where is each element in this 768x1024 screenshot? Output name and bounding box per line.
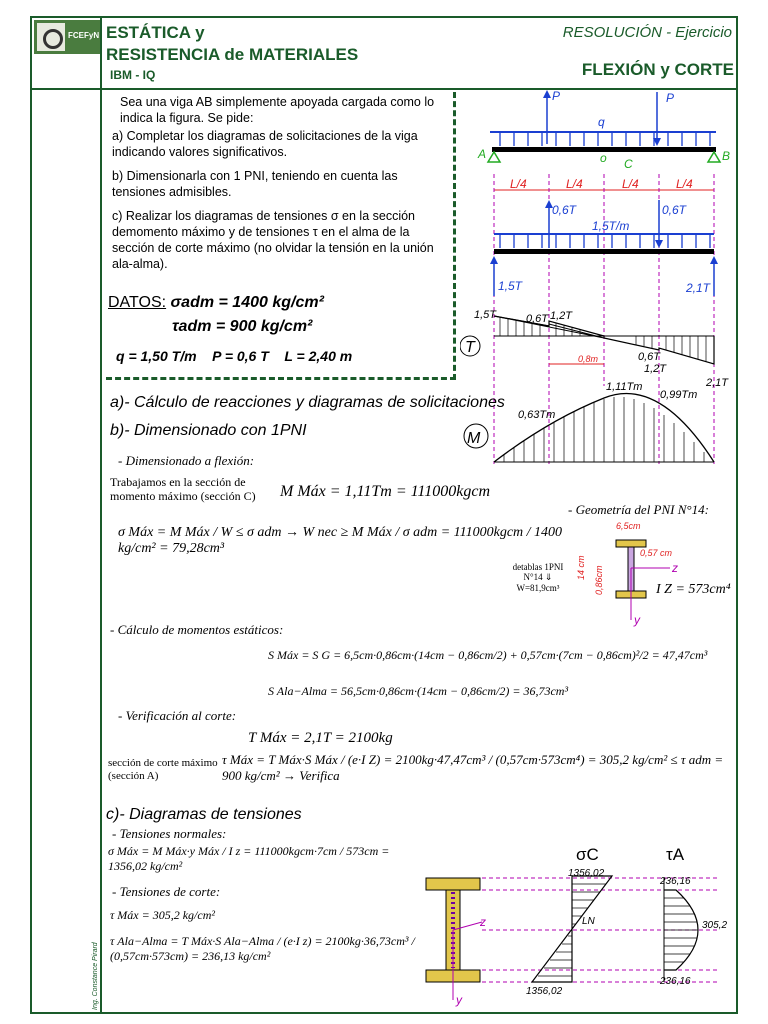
beam-top — [477, 89, 730, 171]
tau-diagram-title: τA — [666, 845, 685, 864]
geom-flange-thickness: 0,86cm — [594, 565, 604, 595]
shear-label-4: 0,8m — [578, 354, 599, 364]
section-b-title: b)- Dimensionado con 1PNI — [110, 422, 307, 439]
tau-max-value: τ Máx = 305,2 kg/cm² — [110, 908, 215, 922]
geom-flange-width: 6,5cm — [616, 521, 641, 531]
quarter-4: L/4 — [676, 177, 693, 191]
sigma-diagram-title: σC — [576, 845, 599, 864]
reaction-a-value: 1,5T — [498, 279, 523, 293]
shear-label-1: 1,5T — [474, 309, 497, 321]
shear-label-2: 0,6T — [526, 313, 549, 325]
t-max-equation: T Máx = 2,1T = 2100kg — [248, 730, 393, 746]
support-b-label: B — [722, 149, 731, 163]
load-q-label: q — [598, 115, 605, 129]
shear-label-3: 1,2T — [550, 310, 573, 322]
statement-item-a: a) Completar los diagramas de solicitaciones de la viga indicando valores significativos. — [112, 129, 418, 159]
pni-table-note: detablas 1PNI N°14 ⇓ W=81,9cm³ — [512, 562, 564, 593]
sigma-max-equation: σ Máx = M Máx·y Máx / I z = 111000kgcm·7cm / 573cm = 1356,02 kg/cm² — [108, 844, 390, 873]
tau-mid-value: 305,2 — [702, 920, 728, 931]
s-max-equation: S Máx = S G = 6,5cm·0,86cm·(14cm − 0,86cm/2) + 0,57cm·(7cm − 0,86cm)²/2 = 47,47cm³ — [268, 648, 708, 662]
load-q-value: 1,5T/m — [592, 219, 630, 233]
moment-label-2: 1,11Tm — [606, 381, 643, 393]
pni-geometry — [570, 520, 736, 628]
point-c-label: C — [624, 157, 633, 171]
point-o-label: o — [600, 151, 607, 165]
flexion-text: Trabajamos en la sección de momento máximo (sección C) — [110, 475, 256, 504]
course-title-line2: RESISTENCIA de MATERIALES — [106, 45, 359, 64]
normal-stresses-title: - Tensiones normales: — [112, 826, 227, 841]
moment-label-1: 0,63Tm — [518, 409, 556, 421]
author-credit: Ing. Constance Pirard — [92, 942, 99, 1010]
m-max-equation: M Máx = 1,11Tm = 111000kgcm — [280, 483, 490, 500]
w-nec-equation: σ Máx = M Máx / W ≤ σ adm → W nec ≥ M Máx / σ adm = 111000kgcm / 1400 kg/cm² = 79,28cm³ — [118, 525, 563, 556]
statement-item-c: c) Realizar los diagramas de tensiones σ en la sección demomento máximo y de tensiones τ en el alma de la sección de corte máximo (no olvidar la tensión en la unión ala-alma). — [112, 209, 434, 271]
q-value: q = 1,50 T/m — [116, 348, 197, 364]
statement-item-b: b) Dimensionarla con 1 PNI, teniendo en cuenta las tensiones admisibles. — [112, 169, 398, 199]
load-p2-value: 0,6T — [662, 203, 687, 217]
sigma-top-value: 1356,02 — [568, 868, 605, 879]
geom-height: 14 cm — [576, 555, 586, 580]
load-p1-label: P — [552, 89, 561, 103]
geom-axis-y: y — [634, 613, 640, 627]
statement-intro: Sea una viga AB simplemente apoyada cargada como lo indica la figura. Se pide: — [120, 95, 435, 125]
tau-adm: τadm = 900 kg/cm² — [172, 318, 313, 335]
geom-axis-z: z — [672, 561, 678, 575]
tau-ala-alma-equation: τ Ala−Alma = T Máx·S Ala−Alma / (e·I z) = 2100kg·36,73cm³ / (0,57cm·573cm) = 236,13 kg/cm² — [110, 934, 415, 963]
verification-text: sección de corte máximo (sección A) — [108, 757, 218, 783]
shear-label-5: 0,6T — [638, 351, 661, 363]
reaction-b-value: 2,1T — [686, 281, 711, 295]
s-ala-alma-equation: S Ala−Alma = 56,5cm·0,86cm·(14cm − 0,86cm/2) = 36,73cm³ — [268, 684, 569, 698]
logo-text: FCEFyN — [68, 31, 100, 40]
iz-value: I Z = 573cm⁴ — [656, 582, 731, 597]
moment-label-3: 0,99Tm — [660, 389, 698, 401]
shear-label-6: 1,2T — [644, 363, 667, 375]
support-a-label: A — [478, 147, 487, 161]
section-axis-y: y — [456, 993, 462, 1007]
static-moments-title: - Cálculo de momentos estáticos: — [110, 622, 284, 637]
datos-block — [108, 294, 324, 312]
flexion-subtitle: - Dimensionado a flexión: — [118, 453, 255, 468]
tau-max-equation: τ Máx = T Máx·S Máx / (e·I Z) = 2100kg·47,47cm³ / (0,57cm·573cm⁴) = 305,2 kg/cm² ≤ τ adm = 900 kg/cm² → Verifica — [222, 752, 724, 783]
geom-web-thickness: 0,57 cm — [640, 548, 673, 558]
topic-title: FLEXIÓN y CORTE — [581, 60, 734, 79]
fcefyn-logo — [34, 20, 100, 54]
shear-label-7: 2,1T — [706, 377, 729, 389]
datos-label: DATOS: — [108, 294, 167, 311]
quarter-3: L/4 — [622, 177, 639, 191]
load-p1-value: 0,6T — [552, 203, 577, 217]
section-c-title: c)- Diagramas de tensiones — [106, 806, 302, 823]
verification-title: - Verificación al corte: — [118, 708, 237, 723]
stress-diagrams — [420, 840, 736, 1008]
course-subtitle: IBM - IQ — [110, 68, 156, 82]
tau-bottom-value: 236,16 — [660, 976, 691, 987]
problem-statement — [106, 92, 456, 380]
geometry-title: - Geometría del PNI N°14: — [568, 502, 709, 517]
p-value: P = 0,6 T — [212, 348, 269, 364]
section-a-title: a)- Cálculo de reacciones y diagramas de solicitaciones — [110, 394, 505, 411]
loads-data — [116, 348, 352, 364]
course-title-line1: ESTÁTICA y — [106, 23, 205, 42]
section-axis-z: z — [480, 915, 486, 929]
sigma-adm: σadm = 1400 kg/cm² — [170, 294, 324, 311]
shear-diagram — [460, 309, 729, 389]
quarter-2: L/4 — [566, 177, 583, 191]
sigma-bottom-value: 1356,02 — [526, 986, 563, 997]
tau-top-value: 236,16 — [660, 876, 691, 887]
load-p2-label: P — [666, 91, 675, 105]
left-margin-column — [30, 16, 102, 1014]
shear-stresses-title: - Tensiones de corte: — [112, 884, 221, 899]
resolution-label: RESOLUCIÓN - Ejercicio — [562, 24, 732, 41]
l-value: L = 2,40 m — [284, 348, 353, 364]
quarter-1: L/4 — [510, 177, 527, 191]
shear-symbol: T — [465, 339, 475, 356]
moment-symbol: M — [467, 430, 481, 447]
neutral-line-label: LN — [582, 916, 595, 927]
